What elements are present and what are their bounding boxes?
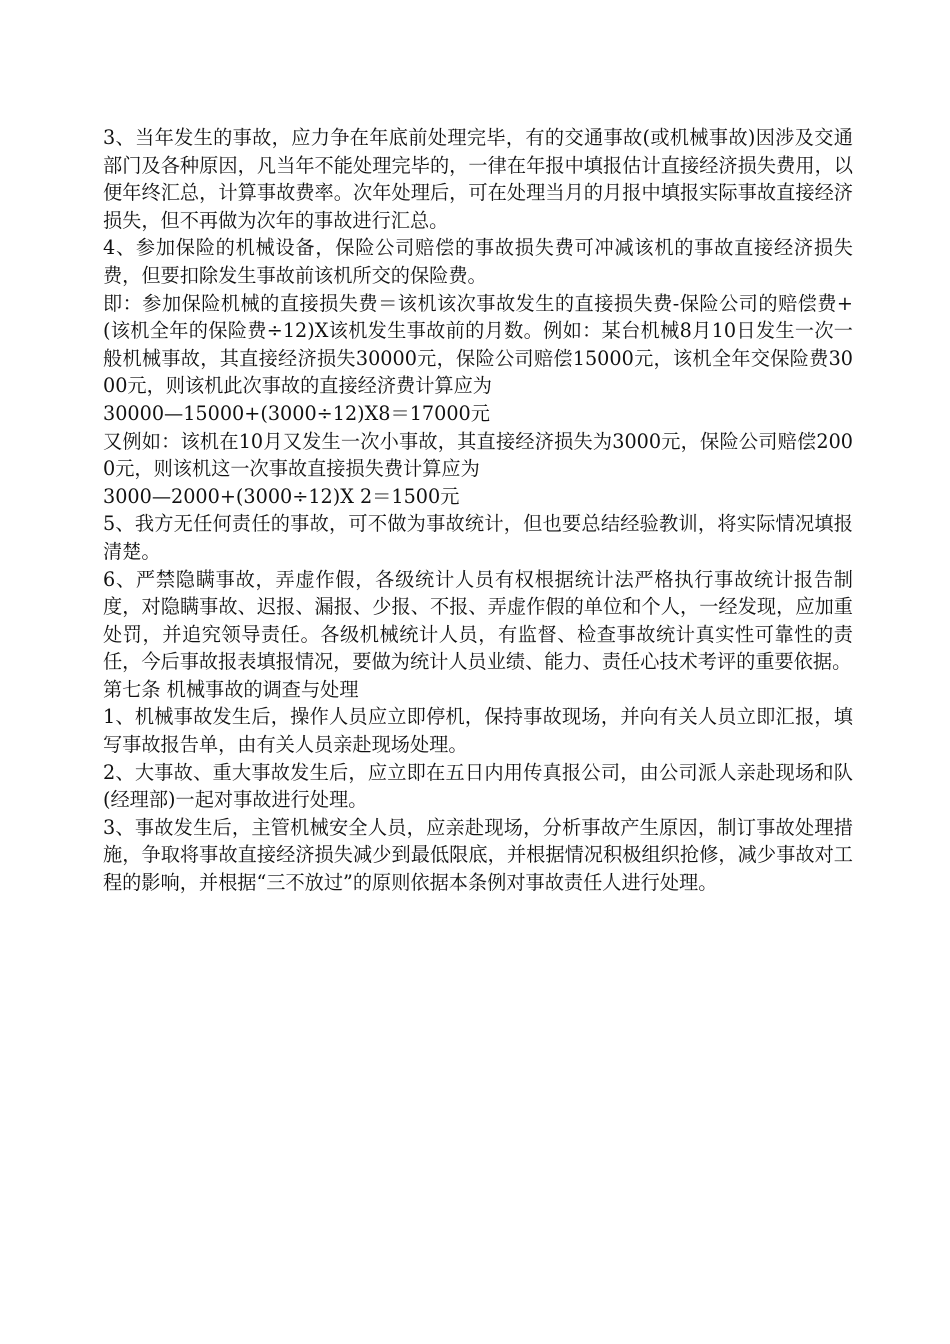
paragraph-second-example: 又例如：该机在10月又发生一次小事故，其直接经济损失为3000元，保险公司赔偿2000元，则该机这一次事故直接损失费计算应为	[103, 429, 853, 481]
paragraph-item-5-no-responsibility: 5、我方无任何责任的事故，可不做为事故统计，但也要总结经验教训，将实际情况填报清楚。	[103, 512, 853, 563]
section-heading-article-7: 第七条 机械事故的调查与处理	[103, 677, 359, 701]
paragraph-item-3-accident-timing: 3、当年发生的事故，应力争在年底前处理完毕，有的交通事故(或机械事故)因涉及交通部门及各种原因，凡当年不能处理完毕的，一律在年报中填报估计直接经济损失费用，以便年终汇总，计算事故费率。次年处理后，可在处理当月的月报中填报实际事故直接经济损失，但不再做为次年的事故进行汇总。	[103, 126, 853, 232]
paragraph-article-7-item-2: 2、大事故、重大事故发生后，应立即在五日内用传真报公司，由公司派人亲赴现场和队(经理部)一起对事故进行处理。	[103, 760, 853, 812]
paragraph-item-6-no-concealment: 6、严禁隐瞒事故，弄虚作假，各级统计人员有权根据统计法严格执行事故统计报告制度，对隐瞒事故、迟报、漏报、少报、不报、弄虚作假的单位和个人，一经发现，应加重处罚，并追究领导责任。各级机械统计人员，有监督、检查事故统计真实性可靠性的责任，今后事故报表填报情况，要做为统计人员业绩、能力、责任心技术考评的重要依据。	[103, 567, 853, 674]
paragraph-insurance-formula-explanation: 即：参加保险机械的直接损失费＝该机该次事故发生的直接损失费-保险公司的赔偿费+(该机全年的保险费÷12)X该机发生事故前的月数。例如：某台机械8月10日发生一次一般机械事故，其直接经济损失30000元，保险公司赔偿15000元，该机全年交保险费3000元，则该机此次事故的直接经济费计算应为	[103, 291, 853, 398]
formula-example-2: 3000—2000+(3000÷12)X 2＝1500元	[103, 484, 460, 508]
paragraph-article-7-item-1: 1、机械事故发生后，操作人员应立即停机，保持事故现场，并向有关人员立即汇报，填写事故报告单，由有关人员亲赴现场处理。	[103, 705, 853, 757]
paragraph-article-7-item-3: 3、事故发生后，主管机械安全人员，应亲赴现场，分析事故产生原因，制订事故处理措施，争取将事故直接经济损失减少到最低限底，并根据情况积极组织抢修，减少事故对工程的影响，并根据“三不放过”的原则依据本条例对事故责任人进行处理。	[103, 815, 853, 895]
paragraph-item-4-insurance: 4、参加保险的机械设备，保险公司赔偿的事故损失费可冲减该机的事故直接经济损失费，但要扣除发生事故前该机所交的保险费。	[103, 236, 853, 287]
document-body	[103, 124, 853, 897]
formula-example-1: 30000—15000+(3000÷12)X8＝17000元	[103, 401, 490, 425]
